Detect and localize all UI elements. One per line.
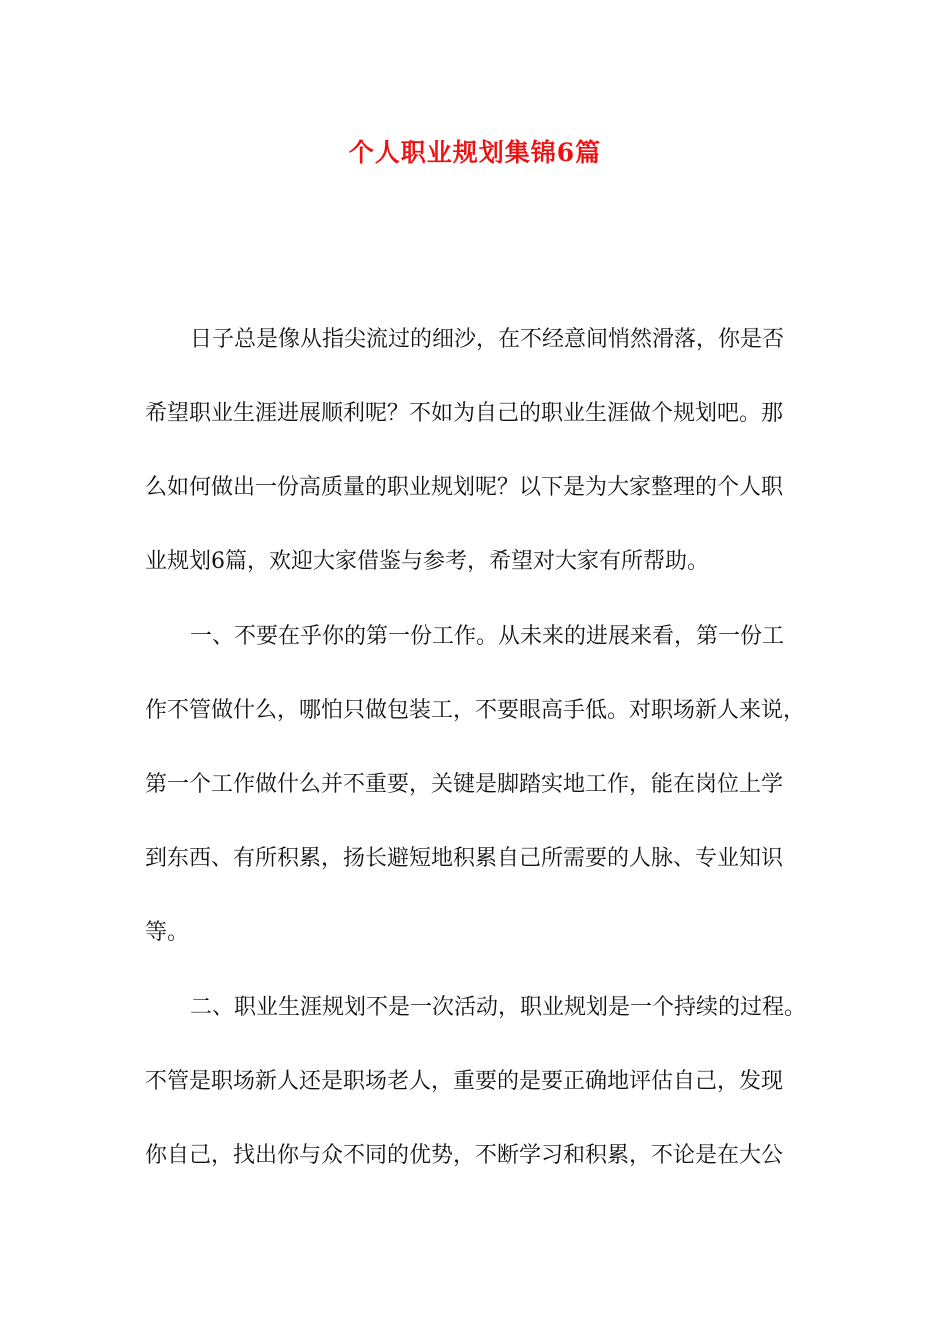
intro-line-2: 希望职业生涯进展顺利呢？不如为自己的职业生涯做个规划吧。那: [145, 401, 784, 426]
section-1-line-5: 等。: [145, 920, 190, 945]
section-1-line-2: 作不管做什么，哪怕只做包装工，不要眼高手低。对职场新人来说，: [145, 698, 806, 723]
section-1-line-1: 一、不要在乎你的第一份工作。从未来的进展来看，第一份工: [190, 624, 785, 649]
intro-line-4: 业规划6篇，欢迎大家借鉴与参考，希望对大家有所帮助。: [145, 549, 709, 574]
section-1-line-3: 第一个工作做什么并不重要，关键是脚踏实地工作，能在岗位上学: [145, 772, 784, 797]
section-2-line-3: 你自己，找出你与众不同的优势，不断学习和积累，不论是在大公: [145, 1143, 784, 1168]
intro-line-1: 日子总是像从指尖流过的细沙，在不经意间悄然滑落，你是否: [190, 327, 785, 352]
document-title: 个人职业规划集锦6篇: [348, 138, 602, 167]
section-2-line-2: 不管是职场新人还是职场老人，重要的是要正确地评估自己，发现: [145, 1069, 784, 1094]
section-1-line-4: 到东西、有所积累，扬长避短地积累自己所需要的人脉、专业知识: [145, 846, 784, 871]
section-2-line-1: 二、职业生涯规划不是一次活动，职业规划是一个持续的过程。: [190, 995, 807, 1020]
intro-line-3: 么如何做出一份高质量的职业规划呢？以下是为大家整理的个人职: [145, 475, 784, 500]
